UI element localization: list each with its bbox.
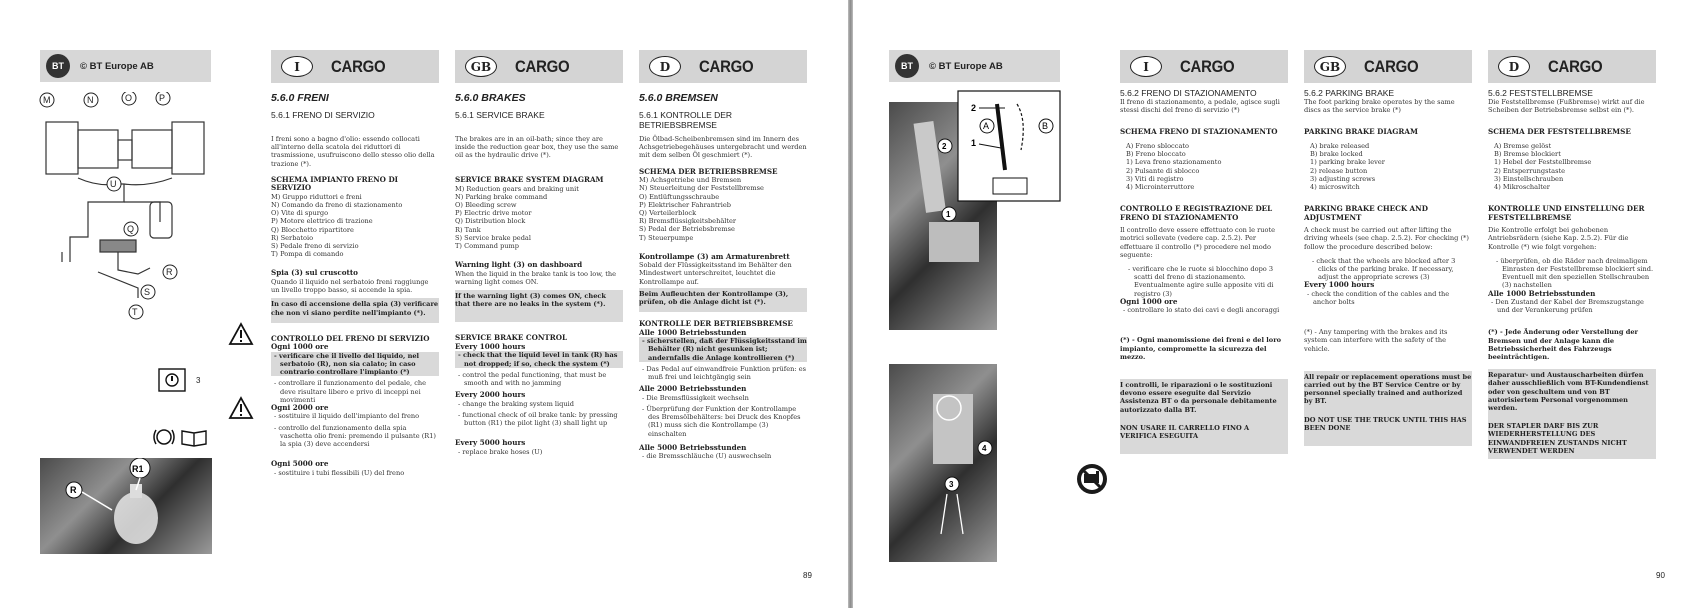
check-text: Die Kontrolle erfolgt bei gehobenen Antriebsrädern (siehe Kap. 2.5.2). Für die Kontrolle (*) wie folgt vorgehen: (1488, 226, 1629, 251)
list-item: P) Electric drive motor (455, 209, 532, 218)
lang-badge: GB (1314, 56, 1346, 77)
list-item: T) Steuerpumpe (639, 233, 694, 242)
list-item: N) Steuerleitung der Feststellbremse (639, 184, 764, 193)
check-item: - controllare il funzionamento del pedale, che deve risultare libero e privo di inceppi nei movimenti (274, 379, 427, 404)
column-english (1304, 50, 1472, 446)
parking-brake-adjuster-photo (889, 364, 997, 562)
list-item: N) Comando da freno di stazionamento (271, 201, 403, 210)
schema-title: SCHEMA DER BETRIEBSBREMSE (639, 166, 778, 176)
model-name: CARGO (1180, 56, 1235, 76)
warning-light-text: Sobald der Flüssigkeitsstand im Behälter den Mindestwert unterschreitet, leuchtet die Kontrollampe auf. (639, 261, 792, 286)
label-2: 2 (942, 142, 947, 151)
check-item: - sostituire il liquido dell'impianto del freno (274, 412, 420, 421)
lang-header (271, 50, 439, 83)
interval-1000: Every 1000 hours (455, 341, 526, 351)
schema-list (639, 176, 807, 242)
list-item: B) Freno bloccato (1126, 150, 1186, 159)
no-truck-use-icon (1075, 462, 1109, 496)
warning-light-text: Quando il liquido nel serbatoio freni raggiunge un livello troppo basso, si accende la spia. (271, 277, 429, 295)
list-item: 3) Einstellschrauben (1494, 174, 1564, 183)
lang-header (1120, 50, 1288, 83)
schema-list (1304, 142, 1472, 191)
lang-badge: I (281, 56, 313, 77)
parking-brake-diagram (957, 90, 1061, 202)
intro-text: I freni sono a bagno d'olio: essendo collocati all'interno della scatola dei riduttori di trasmissione, usufruiscono dello stesso olio della trazione (*). (271, 135, 435, 168)
label-O: O (125, 93, 133, 103)
subsection-title: 5.6.2 PARKING BRAKE (1304, 88, 1395, 98)
lang-header (1304, 50, 1472, 83)
warning-light-notice: Beim Aufleuchten der Kontrollampe (3), prüfen, ob die Anlage dicht ist (*). (639, 288, 807, 312)
intro-text: The brakes are in an oil-bath; since they are inside the reduction gear box, they use the same oil as the hydraulic drive (*). (455, 135, 619, 160)
label-R: R (166, 267, 173, 277)
check-title: CONTROLLO E REGISTRAZIONE DEL FRENO DI STAZIONAMENTO (1120, 204, 1273, 222)
interval-1000: Alle 1000 Betriebsstunden (1488, 288, 1596, 298)
lang-header (455, 50, 623, 83)
list-item: T) Command pump (455, 241, 520, 250)
list-item: 3) adjusting screws (1310, 174, 1376, 183)
lang-header (1488, 50, 1656, 83)
brake-tank-photo (40, 458, 212, 554)
page-number: 90 (1656, 571, 1665, 580)
check-item: - controllo del funzionamento della spia vaschetta olio freni: premendo il pulsante (R1) la spia (3) deve accendersi (274, 423, 436, 449)
label-B: B (1042, 121, 1049, 131)
list-item: 4) Mikroschalter (1494, 182, 1550, 191)
list-item: Q) Blocchetto ripartitore (271, 225, 354, 234)
company-header (889, 50, 1060, 82)
bt-logo: BT (46, 54, 70, 78)
label-1: 1 (971, 138, 977, 148)
list-item: P) Elektrischer Fahrantrieb (639, 200, 731, 209)
warning-light-number: 3 (196, 375, 201, 385)
label-P: P (159, 93, 166, 103)
list-item: T) Pompa di comando (271, 250, 344, 259)
service-brake-diagram (38, 92, 210, 324)
label-R: R (70, 485, 77, 495)
subsection-title: 5.6.1 KONTROLLE DER BETRIEBSBREMSE (639, 110, 733, 130)
label-1: 1 (946, 210, 951, 219)
lang-header (639, 50, 807, 83)
check-text: A check must be carried out after lifting the driving wheels (see chap. 2.5.2). For checking (*) follow the procedure described below: (1304, 226, 1469, 251)
brake-warning-light (158, 368, 200, 392)
list-item: A) Freno sbloccato (1126, 141, 1189, 150)
interval-1000: Ogni 1000 ore (271, 342, 329, 352)
page-number: 89 (803, 571, 812, 580)
list-item: N) Parking brake command (455, 192, 548, 201)
check-item: - sostituire i tubi flessibili (U) del freno (274, 468, 405, 477)
subsection-title: 5.6.2 FESTSTELLBREMSE (1488, 88, 1593, 98)
check-item: - replace brake hoses (U) (458, 447, 543, 456)
schema-title: PARKING BRAKE DIAGRAM (1304, 127, 1418, 137)
interval-2000: Alle 2000 Betriebsstunden (639, 384, 747, 394)
company-name: © BT Europe AB (80, 60, 154, 72)
schema-list (455, 185, 623, 251)
check-item: - Überprüfung der Funktion der Kontrollampe des Bremsölbehälters: bei Druck des Knopfes (R1) muss sich die Kontrollampe (3) einschalten (642, 404, 801, 438)
label-N: N (87, 95, 94, 105)
check-item: - check that the wheels are blocked after 3 clicks of the parking brake. If necessary, adjust the appropriate screws (3) (1312, 256, 1456, 282)
schema-title: SERVICE BRAKE SYSTEM DIAGRAM (455, 175, 604, 184)
label-A: A (983, 121, 990, 131)
list-item: B) brake locked (1310, 150, 1363, 159)
warning-light-title: Warning light (3) on dashboard (455, 260, 583, 270)
model-name: CARGO (515, 56, 570, 76)
check-item: - controllare lo stato dei cavi e degli ancoraggi (1123, 306, 1280, 315)
lang-badge: D (649, 56, 681, 77)
do-not-use-notice: NON USARE IL CARRELLO FINO A VERIFICA ESEGUITA (1120, 418, 1288, 454)
warning-light-text: When the liquid in the brake tank is too low, the warning light comes ON. (455, 269, 617, 286)
list-item: Q) Verteilerblock (639, 208, 697, 217)
list-item: 4) Microinterruttore (1126, 182, 1195, 191)
label-3: 3 (949, 480, 954, 489)
warning-light-notice: If the warning light (3) comes ON, check that there are no leaks in the system (*). (455, 290, 623, 322)
schema-title: SCHEMA FRENO DI STAZIONAMENTO (1120, 127, 1278, 137)
intro-text: The foot parking brake operates by the same discs as the service brake (*) (1304, 98, 1455, 115)
label-4: 4 (982, 444, 987, 453)
schema-title: SCHEMA IMPIANTO FRENO DI SERVIZIO (271, 174, 399, 193)
check-item: - Das Pedal auf einwandfreie Funktion prüfen: es muß frei und leichtgängig sein (642, 364, 806, 382)
check-item: - überprüfen, ob die Räder nach dreimaligem Einrasten der Feststellbremse blockiert sind. Eventuell mit den speziellen Stellschrauben (3) nachstellen (1496, 256, 1654, 290)
warning-triangle-icon (228, 396, 254, 420)
schema-title: SCHEMA DER FESTSTELLBREMSE (1488, 127, 1631, 137)
list-item: Q) Distribution block (455, 217, 526, 226)
check-item: - control the pedal functioning, that must be smooth and with no jamming (458, 370, 607, 388)
list-item: 2) Pulsante di sblocco (1126, 166, 1200, 175)
check-text: Il controllo deve essere effettuato con le ruote motrici sollevate (vedere cap. 2.5.2). Per effettuare il controllo (*) procedere nel modo seguente: (1120, 226, 1276, 259)
subsection-title: 5.6.1 SERVICE BRAKE (455, 110, 545, 120)
check-item: - Die Bremsflüssigkeit wechseln (642, 393, 749, 402)
check-item: - functional check of oil brake tank: by pressing button (R1) the pilot light (3) shall light up (458, 410, 618, 428)
list-item: S) Pedal der Betriebsbremse (639, 225, 735, 234)
schema-list (1120, 142, 1288, 191)
schema-list (271, 193, 439, 259)
warning-light-title: Kontrollampe (3) am Armaturenbrett (639, 251, 790, 261)
intro-text: Die Ölbad-Scheibenbremsen sind im Innern des Achsgetriebegehäuses untergebracht und werden mit dem selben Öl geschmiert (*). (639, 135, 807, 160)
list-item: 2) Entsperrungstaste (1494, 166, 1565, 175)
model-name: CARGO (699, 56, 754, 76)
interval-1000: Ogni 1000 ore (1120, 296, 1178, 306)
list-item: O) Entlüftungsschraube (639, 192, 720, 201)
control-title: SERVICE BRAKE CONTROL (455, 333, 568, 343)
label-Q: Q (127, 224, 135, 234)
label-2: 2 (971, 103, 977, 113)
manual-brake-icon (152, 426, 212, 448)
interval-5000: Alle 5000 Betriebsstunden (639, 442, 747, 452)
do-not-use-notice: DER STAPLER DARF BIS ZUR WIEDERHERSTELLUNG DES EINWANDFREIEN ZUSTANDS NICHT VERWENDET WERDEN (1488, 416, 1656, 459)
interval-1000: Every 1000 hours (1304, 280, 1375, 290)
safety-note: (*) - Any tampering with the brakes and its system can interfere with the safety of the vehicle. (1304, 328, 1448, 353)
column-italian (1120, 50, 1288, 454)
label-S: S (144, 287, 151, 297)
check-item: - die Bremsschläuche (U) auswechseln (642, 452, 772, 461)
list-item: 2) release button (1310, 166, 1368, 175)
check-title: KONTROLLE UND EINSTELLUNG DER FESTSTELLBREMSE (1488, 204, 1645, 222)
interval-5000: Ogni 5000 ore (271, 459, 329, 469)
page-90 (853, 0, 1701, 608)
check-item: - change the braking system liquid (458, 399, 574, 408)
lang-badge: I (1130, 56, 1162, 77)
section-title: 5.6.0 BREMSEN (639, 92, 718, 104)
interval-2000: Every 2000 hours (455, 390, 526, 400)
section-title: 5.6.0 FRENI (271, 92, 329, 104)
list-item: R) Serbatoio (271, 233, 314, 242)
column-german (1488, 50, 1656, 459)
list-item: M) Achsgetriebe und Bremsen (639, 176, 742, 185)
section-title: 5.6.0 BRAKES (455, 92, 526, 104)
check-item: - verificare che le ruote si blocchino dopo 3 scatti del freno di stazionamento. Eventualmente agire sulle apposite viti di registro (3) (1128, 264, 1274, 298)
company-name: © BT Europe AB (929, 60, 1003, 72)
list-item: O) Vite di spurgo (271, 209, 329, 218)
list-item: M) Gruppo riduttori e freni (271, 192, 362, 201)
list-item: 3) Viti di registro (1126, 174, 1184, 183)
check-item: - verificare che il livello del liquido, nel serbatoio (R), non sia calato; in caso contrario controllare l'impianto (*) (271, 352, 439, 377)
warning-triangle-icon (228, 322, 254, 346)
list-item: O) Bleeding screw (455, 200, 517, 209)
label-T: T (132, 307, 138, 317)
list-item: M) Reduction gears and braking unit (455, 184, 579, 193)
bt-logo: BT (895, 54, 919, 78)
list-item: 4) microswitch (1310, 182, 1360, 191)
list-item: A) Bremse gelöst (1494, 141, 1552, 150)
intro-text: Il freno di stazionamento, a pedale, agisce sugli stessi dischi del freno di servizio (*) (1120, 98, 1280, 115)
schema-list (1488, 142, 1656, 191)
list-item: 1) parking brake lever (1310, 158, 1385, 167)
safety-note: (*) - Jede Änderung oder Verstellung der Bremsen und der Anlage kann die Betriebssicherheit des Fahrzeugs beeinträchtigen. (1488, 328, 1639, 362)
safety-note: (*) - Ogni manomissione dei freni e del loro impianto, compromette la sicurezza del mezzo. (1120, 336, 1282, 361)
label-M: M (43, 95, 51, 105)
list-item: S) Pedale freno di servizio (271, 242, 359, 251)
model-name: CARGO (1548, 56, 1603, 76)
label-R1: R1 (132, 464, 144, 474)
service-notice: All repair or replacement operations must be carried out by the BT Service Centre or by personnel specially trained and authorized by BT. (1304, 371, 1472, 410)
interval-5000: Every 5000 hours (455, 438, 526, 448)
lang-badge: GB (465, 56, 497, 77)
warning-light-notice: In caso di accensione della spia (3) verificare che non vi siano perdite nell'impianto (*). (271, 298, 439, 322)
company-header (40, 50, 211, 82)
check-title: PARKING BRAKE CHECK AND ADJUSTMENT (1304, 204, 1428, 222)
check-item: - check that the liquid level in tank (R) has not dropped; if so, check the system (*) (455, 351, 623, 367)
column-italian (271, 50, 439, 477)
control-title: CONTROLLO DEL FRENO DI SERVIZIO (271, 333, 430, 343)
interval-1000: Alle 1000 Betriebsstunden (639, 327, 747, 337)
list-item: 1) Hebel der Feststellbremse (1494, 158, 1592, 167)
check-item: - Den Zustand der Kabel der Bremszugstange und der Verankerung prüfen (1491, 298, 1644, 315)
interval-2000: Ogni 2000 ore (271, 402, 329, 412)
intro-text: Die Feststellbremse (Fußbremse) wirkt auf die Scheiben der Betriebsbremse selbst ein (*). (1488, 98, 1645, 115)
model-name: CARGO (331, 56, 386, 76)
column-english (455, 50, 623, 456)
list-item: B) Bremse blockiert (1494, 150, 1561, 159)
label-U: U (110, 179, 117, 189)
list-item: A) brake released (1310, 141, 1370, 150)
list-item: R) Bremsflüssigkeitsbehälter (639, 217, 737, 226)
brake-light-icon (158, 368, 186, 392)
model-name: CARGO (1364, 56, 1419, 76)
warning-light-title: Spia (3) sul cruscotto (271, 268, 358, 278)
check-item: - check the condition of the cables and the anchor bolts (1307, 289, 1450, 307)
subsection-title: 5.6.2 FRENO DI STAZIONAMENTO (1120, 88, 1257, 98)
service-notice: Reparatur- und Austauscharbeiten dürfen daher ausschließlich vom BT-Kundendienst oder von geschultem und von BT autorisiertem Personal vorgenommen werden. (1488, 369, 1656, 416)
page-89 (0, 0, 848, 608)
column-german (639, 50, 807, 460)
service-notice: I controlli, le riparazioni o le sostituzioni devono essere eseguite dal Servizio Assistenza BT o da personale debitamente autorizzato dalla BT. (1120, 379, 1288, 418)
do-not-use-notice: DO NOT USE THE TRUCK UNTIL THIS HAS BEEN DONE (1304, 410, 1472, 446)
list-item: S) Service brake pedal (455, 233, 531, 242)
subsection-title: 5.6.1 FRENO DI SERVIZIO (271, 110, 375, 120)
list-item: P) Motore elettrico di trazione (271, 217, 373, 226)
check-item: - sicherstellen, daß der Flüssigkeitsstand im Behälter (R) nicht gesunken ist; andernfalls die Anlage kontrollieren (*) (639, 337, 807, 362)
list-item: 1) Leva freno stazionamento (1126, 158, 1222, 167)
control-title: KONTROLLE DER BETRIEBSBREMSE (639, 319, 793, 329)
list-item: R) Tank (455, 225, 481, 234)
lang-badge: D (1498, 56, 1530, 77)
